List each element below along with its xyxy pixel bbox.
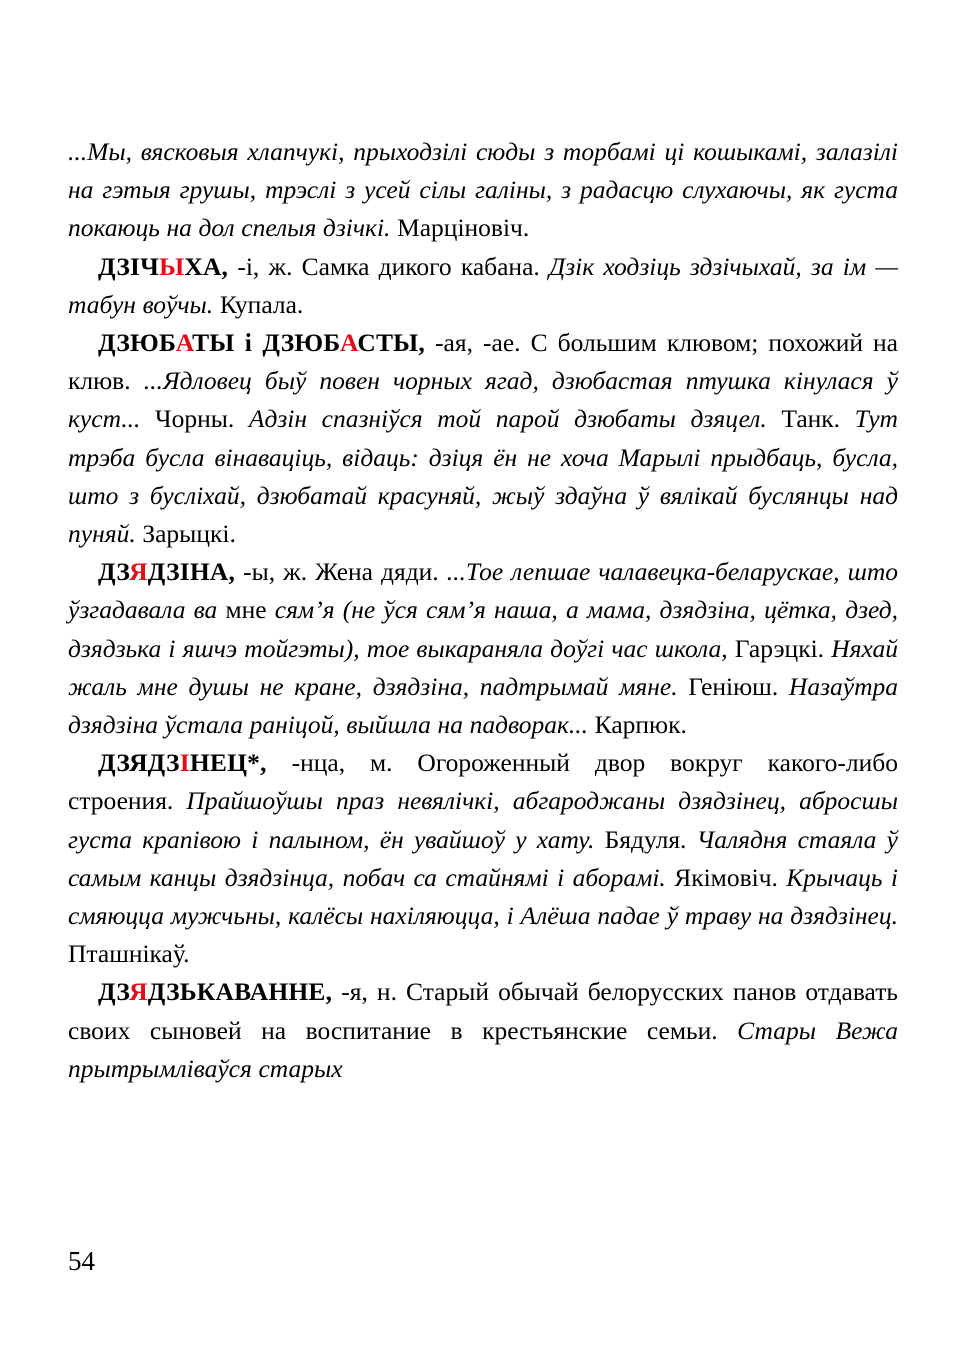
citation-quote: Чалядня стаяла ў самым канцы дзядзінца, побач са стайнямі і аборамі. bbox=[68, 824, 898, 892]
headword-part-before: ДЗЮБ bbox=[98, 328, 176, 358]
definition-text: С большим клювом; похожий на клюв. bbox=[68, 328, 899, 396]
headword bbox=[98, 557, 235, 586]
page-number: 54 bbox=[68, 1246, 95, 1276]
citation-source: Зарыцкі. bbox=[142, 519, 236, 549]
headword bbox=[98, 328, 425, 357]
headword bbox=[98, 252, 228, 281]
headword-conjunction: і bbox=[234, 328, 263, 358]
stressed-vowel: А bbox=[175, 328, 193, 358]
citation-quote: Крычаць і смяюцца мужчьны, калёсы нахіляюцца, і Алёша падае ў траву на дзядзінец. bbox=[68, 862, 898, 931]
headword-part-after: НЕЦ*, bbox=[189, 748, 267, 778]
lead-quote: ...Мы, вясковыя хлапчукі, прыходзілі сюды з торбамі ці кошыкамі, залазілі на гэтыя грушы, трэслі з усей сілы галіны, з радасцю слухаючы, як густа покаюць на дол спелыя дзічкі. bbox=[68, 137, 898, 243]
headword-part-before: ДЗ bbox=[98, 977, 130, 1007]
dictionary-entry bbox=[68, 744, 898, 973]
citation-quote: Назаўтра дзядзіна ўстала раніцой, выйшла на падворак... bbox=[68, 671, 899, 740]
grammar-label: -і, ж. bbox=[237, 251, 293, 281]
definition-text: Старый обычай белорусских панов отдавать своих сыновей на воспитание в крестьянские семьи. bbox=[68, 977, 898, 1045]
headword bbox=[98, 748, 267, 777]
headword bbox=[98, 977, 332, 1006]
citation-source: Карпюк. bbox=[594, 710, 687, 740]
grammar-label: -ы, ж. bbox=[243, 557, 308, 587]
lead-paragraph bbox=[68, 133, 898, 248]
citation-source: Геніюш. bbox=[688, 671, 779, 701]
citation-quote-part: сям’я (не ўся сям’я наша, а мама, дзядзіна, цётка, дзед, дзядзька і яшчэ тойгэты), тое выкараняла доўгі час школа, bbox=[68, 595, 898, 663]
citation-source: Пташнікаў. bbox=[68, 939, 190, 969]
stressed-vowel: І bbox=[179, 748, 190, 778]
citation-quote: ...Ядловец быў повен чорных ягад, дзюбастая птушка кінулася ў куст... bbox=[68, 366, 898, 434]
citation-quote-part: ...Тое лепшае чалавецка-беларускае, што ўзгадавала ва bbox=[68, 557, 898, 625]
headword-part-after: ДЗІНА, bbox=[147, 557, 236, 587]
citation-quote: Прайшоўшы праз невялічкі, абгароджаны дзядзінец, абросшы густа крапівою і палыном, ён увайшоў у хату. bbox=[68, 786, 898, 854]
dictionary-entry bbox=[68, 553, 898, 744]
dictionary-entry bbox=[68, 248, 898, 324]
citation-quote: Няхай жаль мне душы не кране, дзядзіна, падтрымай мяне. bbox=[68, 633, 898, 701]
citation-quote-upright-word: мне bbox=[225, 595, 267, 625]
headword-part-after: ТЫ bbox=[192, 328, 235, 358]
headword-part-before: ДЗЯДЗ bbox=[98, 748, 180, 778]
dictionary-entry bbox=[68, 324, 898, 553]
headword-variant-part-before: ДЗЮБ bbox=[262, 328, 340, 358]
grammar-label: -нца, м. bbox=[291, 748, 393, 778]
stressed-vowel: Я bbox=[129, 977, 148, 1007]
grammar-label: -я, н. bbox=[341, 977, 397, 1007]
citation-source: Купала. bbox=[219, 289, 304, 319]
text-column bbox=[68, 133, 898, 1088]
definition-text: Самка дикого кабана. bbox=[301, 251, 540, 281]
citation-quote: Дзік ходзіць здзічыхай, за ім — табун воўчы. bbox=[68, 251, 898, 319]
grammar-label: -ая, -ае. bbox=[435, 328, 521, 358]
dictionary-entry bbox=[68, 973, 898, 1088]
citation-source: Якімовіч. bbox=[674, 862, 778, 892]
stressed-vowel: Я bbox=[129, 557, 148, 587]
headword-variant-part-after: СТЫ, bbox=[357, 328, 425, 358]
citation-source: Чорны. bbox=[155, 404, 235, 434]
headword-part-after: ХА, bbox=[184, 251, 229, 281]
citation-quote: Стары Вежа прытрымліваўся старых bbox=[68, 1015, 898, 1083]
headword-part-before: ДЗІЧ bbox=[98, 251, 160, 281]
citation-source: Танк. bbox=[781, 404, 841, 434]
stressed-vowel: Ы bbox=[159, 251, 185, 281]
definition-text: Огороженный двор вокруг какого-либо строения. bbox=[68, 748, 898, 816]
citation-source: Бядуля. bbox=[604, 824, 687, 854]
citation-source: Гарэцкі. bbox=[734, 633, 825, 663]
lead-source: Марціновіч. bbox=[397, 213, 530, 243]
stressed-vowel: А bbox=[340, 328, 358, 358]
definition-text: Жена дяди. bbox=[315, 557, 439, 587]
headword-part-after: ДЗЬКАВАННЕ, bbox=[147, 977, 333, 1007]
headword-part-before: ДЗ bbox=[98, 557, 130, 587]
citation-quote: Тут трэба бусла вінаваціць, відаць: дзіця ён не хоча Марылі прыдбаць, бусла, што з бусліхай, дзюбатай красуняй, жыў здаўна ў вялікай буслянцы над пуняй. bbox=[68, 404, 898, 549]
citation-quote: Адзін спазніўся той парой дзюбаты дзяцел. bbox=[248, 404, 767, 434]
